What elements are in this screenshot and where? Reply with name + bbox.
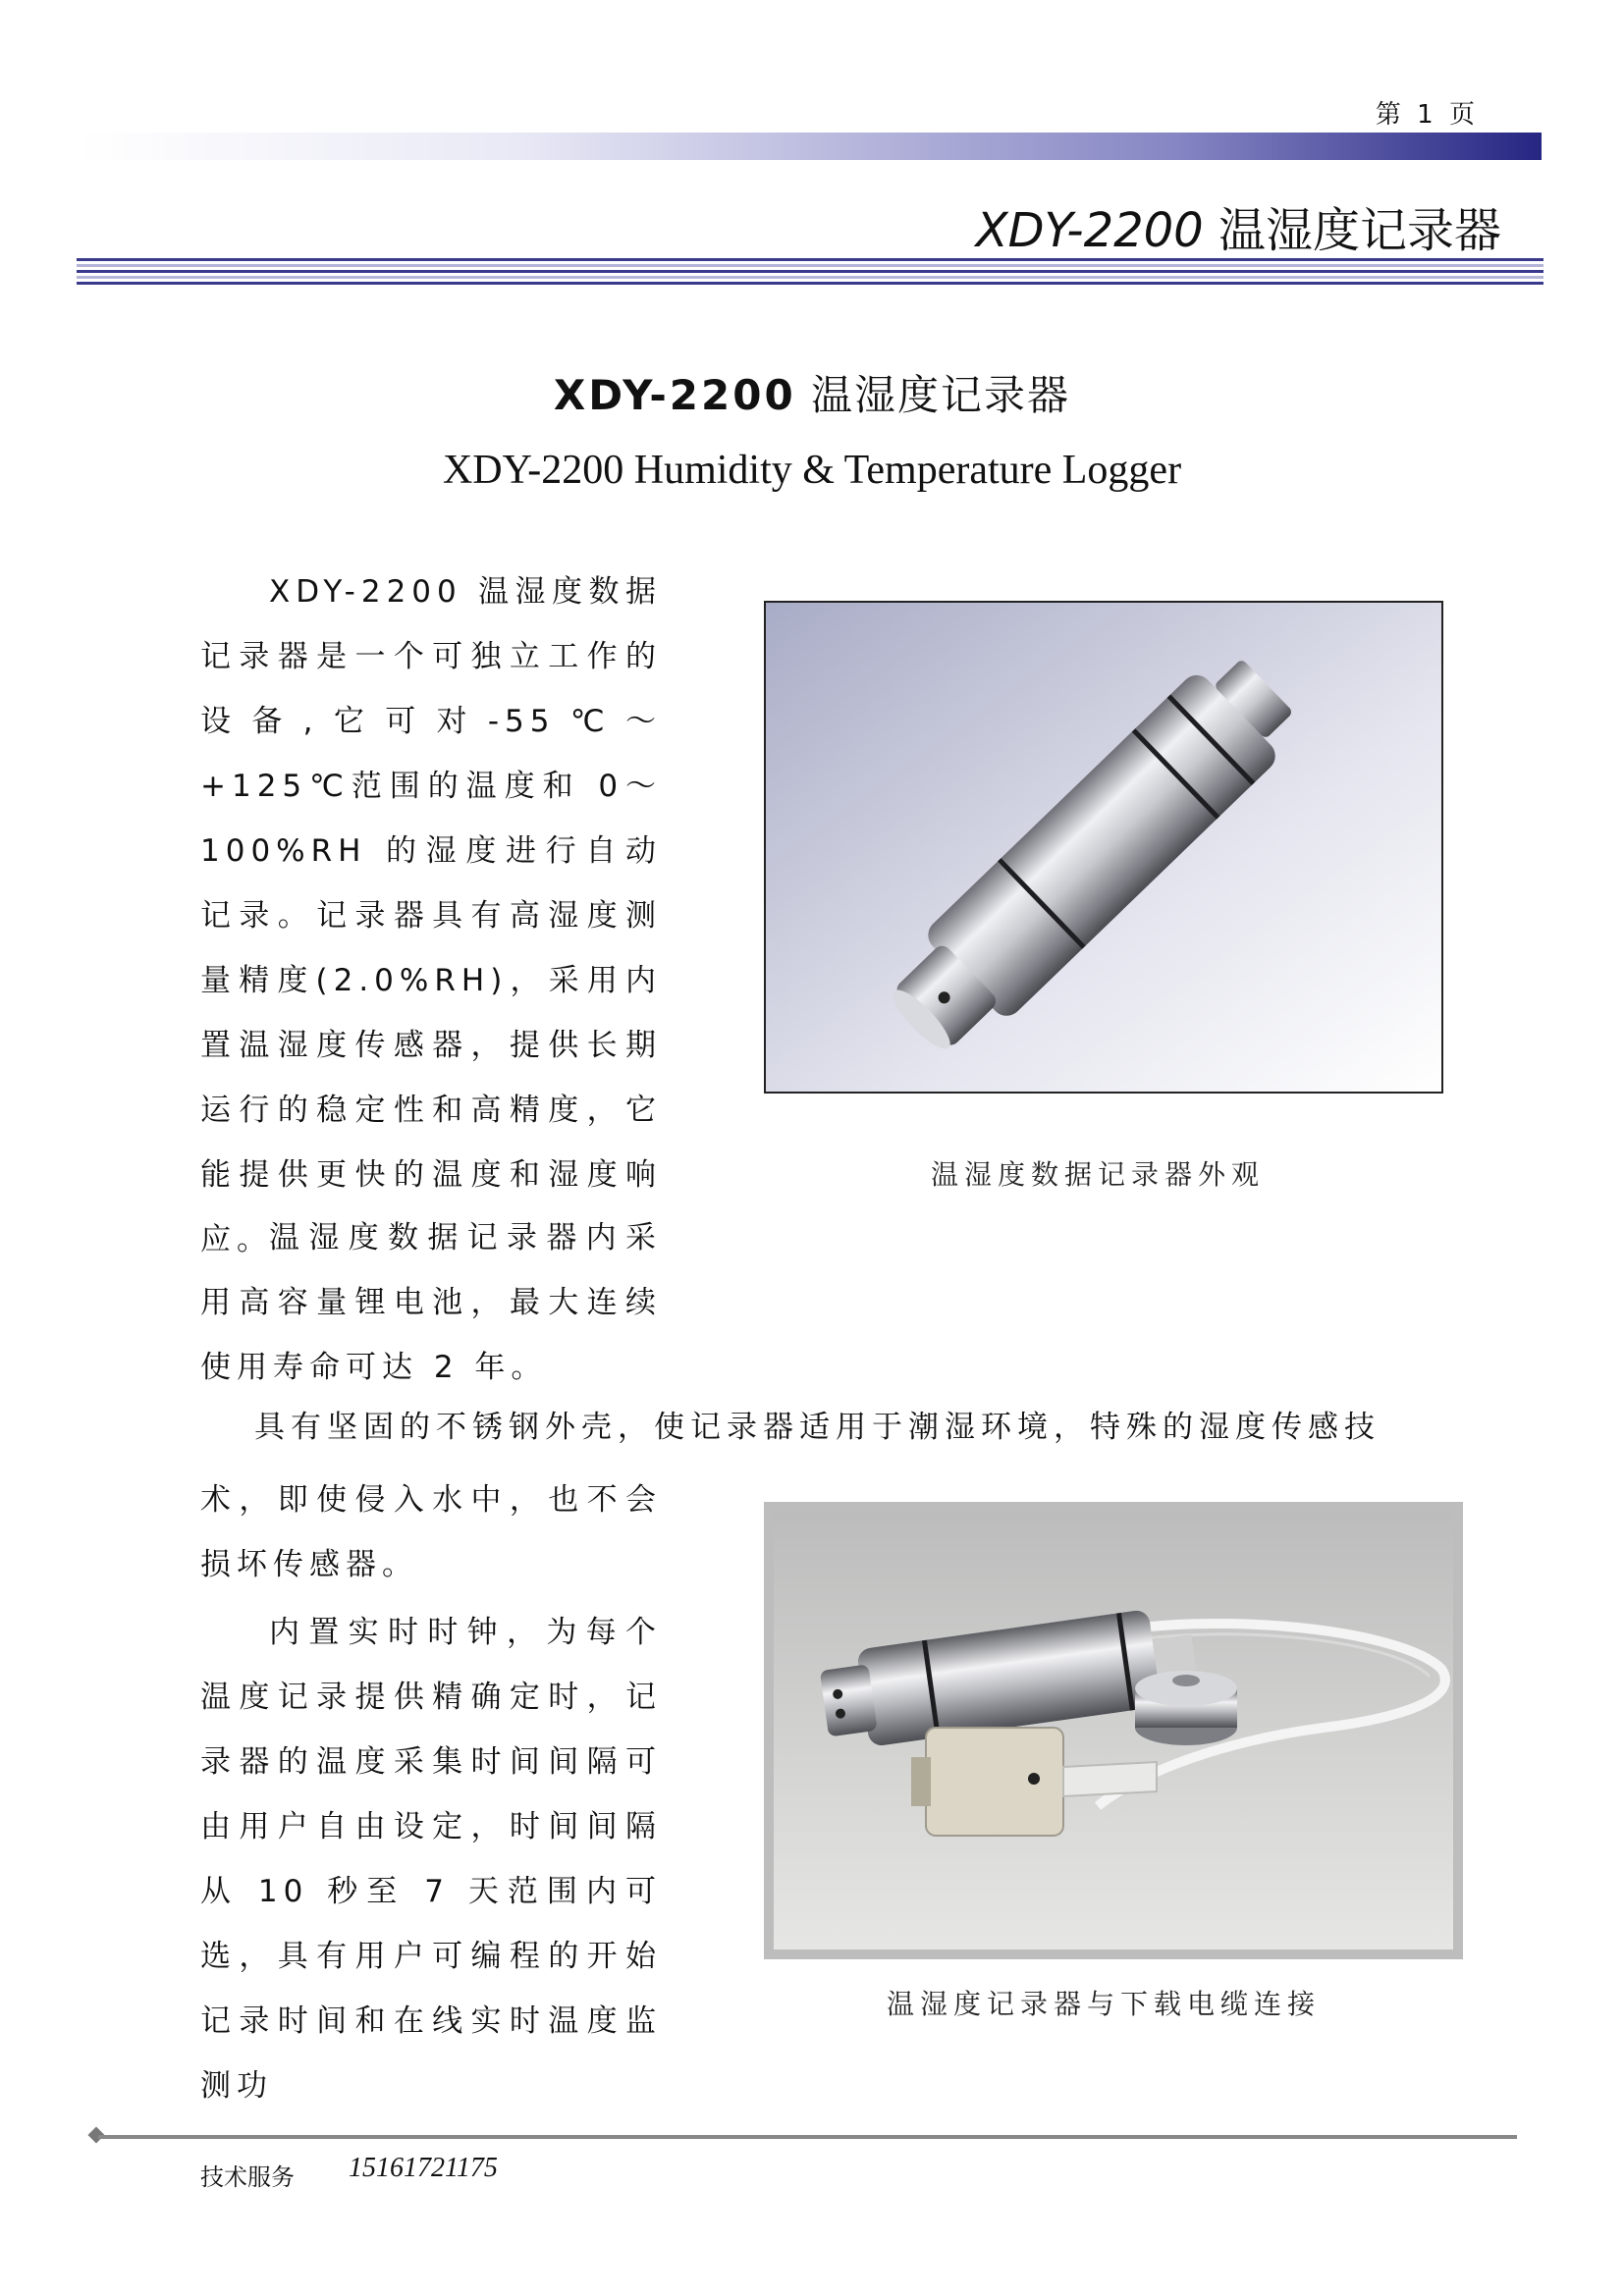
document-title-en: XDY-2200 Humidity & Temperature Logger <box>442 448 1182 493</box>
footer-service-label: 技术服务 <box>200 2163 295 2191</box>
paragraph-clock: 内置实时时钟，为每个温度记录提供精确定时，记录器的温度采集时间间隔可由用户自由设定，时间间隔从 10 秒至 7 天范围内可选，具有用户可编程的开始记录时间和在线实时温度监测功 <box>200 1615 662 2104</box>
paragraph-intro: XDY-2200 温湿度数据记录器是一个可独立工作的设备,它可对-55℃～+125℃范围的温度和 0～100%RH 的湿度进行自动记录。记录器具有高湿度测量精度(2.0%RH)，采用内置温湿度传感器，提供长期运行的稳定性和高精度，它能提供更快的温度和湿度响应。 <box>200 574 662 1257</box>
title-name: 温湿度记录器 <box>811 371 1071 419</box>
figure-caption-appearance: 温湿度数据记录器外观 <box>931 1158 1266 1191</box>
header-title-name: 温湿度记录器 <box>1218 203 1501 258</box>
header-title-model: XDY-2200 <box>975 203 1204 258</box>
footer-divider <box>98 2135 1517 2139</box>
paragraph-battery: 温湿度数据记录器内采用高容量锂电池，最大连续使用寿命可达 2 年。 <box>200 1220 662 1385</box>
logger-appearance-photo <box>764 601 1443 1094</box>
document-title-cn <box>0 363 1624 422</box>
paragraph-housing-tail: 术，即使侵入水中，也不会损坏传感器。 <box>200 1482 662 1582</box>
header-title <box>976 192 1501 260</box>
figure-caption-cable: 温湿度记录器与下载电缆连接 <box>887 1988 1322 2020</box>
page-number: 第 1 页 <box>1375 100 1479 130</box>
title-model: XDY-2200 <box>553 371 796 419</box>
header-gradient-band <box>79 133 1542 160</box>
footer-phone-number: 15161721175 <box>349 2153 498 2183</box>
logger-cable-photo <box>764 1502 1463 1959</box>
paragraph-housing-line: 具有坚固的不锈钢外壳，使记录器适用于潮湿环境，特殊的湿度传感技 <box>254 1410 1380 1445</box>
header-divider <box>77 258 1543 288</box>
